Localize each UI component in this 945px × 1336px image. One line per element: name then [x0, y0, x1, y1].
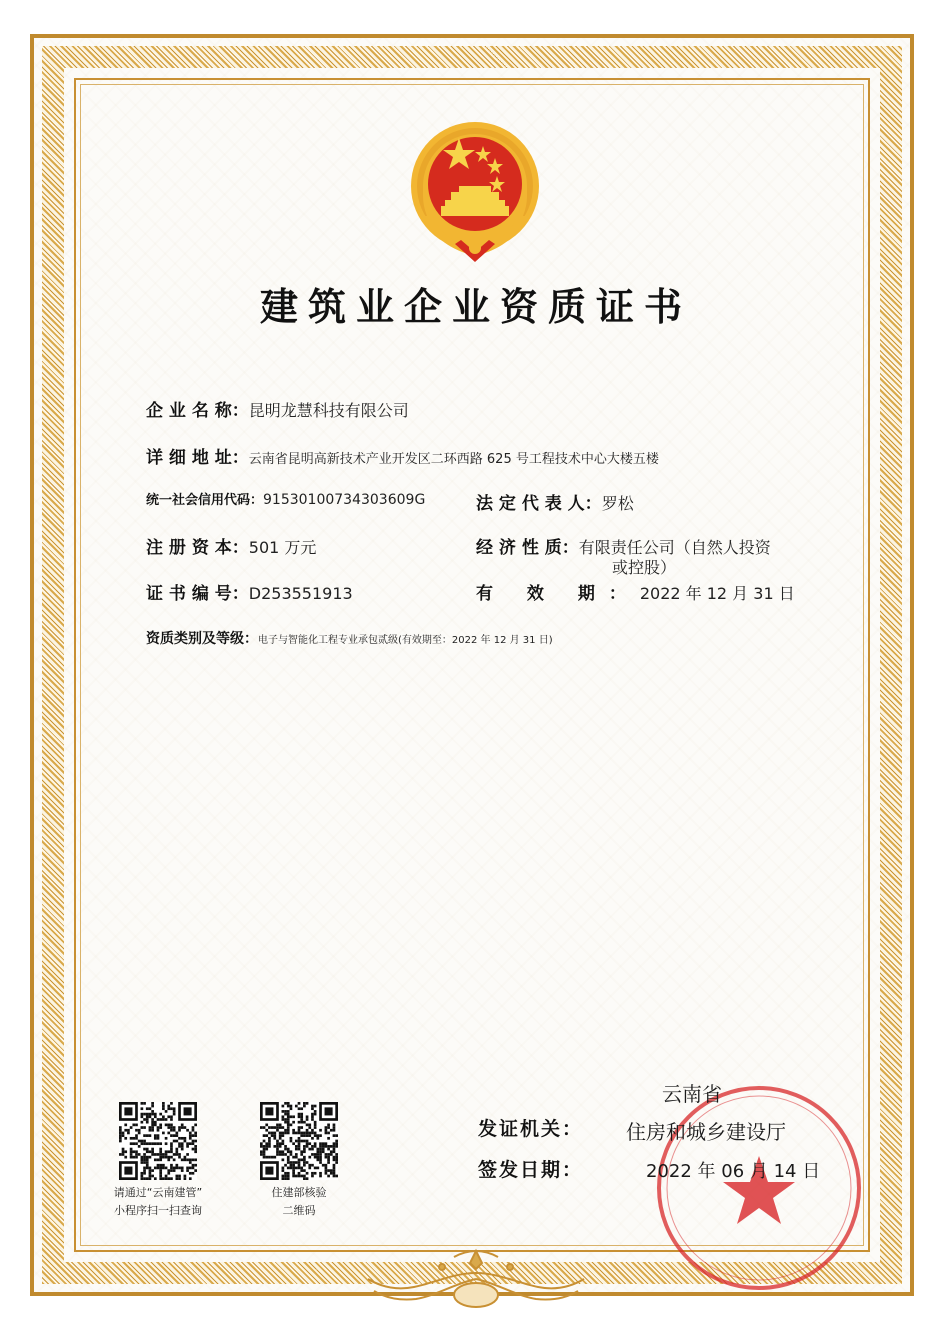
- legal-rep-value: 罗松: [601, 494, 634, 513]
- credit-code-row: [146, 489, 425, 508]
- qr-right-caption-line1: 住建部核验: [271, 1186, 327, 1199]
- issue-date-label: 签发日期：: [478, 1159, 584, 1181]
- qr-left-caption-line1: 请通过“云南建管”: [113, 1186, 203, 1199]
- nature-value-line2: 或控股）: [612, 558, 677, 577]
- legal-rep-label: 法 定 代 表 人：: [476, 494, 602, 514]
- qr-left-caption: [100, 1184, 216, 1220]
- qr-code-right[interactable]: [260, 1102, 338, 1180]
- nature-value-line1: 有限责任公司（自然人投资: [578, 538, 771, 557]
- address-row: [146, 443, 659, 468]
- qualification-row: [146, 628, 553, 648]
- capital-label: 注 册 资 本：: [146, 538, 249, 558]
- address-value: 云南省昆明高新技术产业开发区二环西路 625 号工程技术中心大楼五楼: [248, 452, 659, 467]
- cert-no-label: 证 书 编 号：: [146, 584, 249, 604]
- authority-line1: 云南省: [662, 1082, 722, 1106]
- national-emblem-icon: [405, 116, 545, 266]
- qualification-value: 电子与智能化工程专业承包贰级(有效期至：2022 年 12 月 31 日): [258, 635, 553, 646]
- qr-left-caption-line2: 小程序扫一扫查询: [114, 1204, 202, 1217]
- nature-row-cont: [612, 555, 676, 578]
- certificate: [30, 34, 914, 1296]
- capital-value: 501 万元: [248, 538, 317, 557]
- capital-row: [146, 533, 316, 558]
- nature-label: 经 济 性 质：: [476, 538, 579, 558]
- authority-row: [478, 1114, 583, 1141]
- validity-value: 2022 年 12 月 31 日: [639, 584, 795, 603]
- official-seal: [649, 1078, 869, 1298]
- issue-date-row: [478, 1155, 583, 1182]
- address-label: 详 细 地 址：: [146, 448, 249, 468]
- cert-no-row: [146, 579, 353, 604]
- validity-label: 有 效 期：: [476, 584, 640, 604]
- company-name-label: 企 业 名 称：: [146, 401, 249, 421]
- credit-code-label: 统一社会信用代码：: [146, 493, 264, 508]
- qualification-label: 资质类别及等级：: [146, 631, 258, 647]
- legal-rep-row: [476, 489, 634, 514]
- qr-right-caption: [241, 1184, 357, 1220]
- authority-label: 发证机关：: [478, 1118, 584, 1140]
- issue-date-value: 2022 年 06 月 14 日: [646, 1161, 821, 1182]
- credit-code-value: 91530100734303609G: [263, 492, 426, 508]
- company-name-row: [146, 396, 409, 421]
- authority-line2: 住房和城乡建设厅: [626, 1120, 786, 1144]
- validity-row: [476, 579, 795, 604]
- cert-no-value: D253551913: [248, 584, 353, 603]
- qr-right-caption-line2: 二维码: [282, 1204, 316, 1217]
- certificate-title: 建筑业企业资质证书: [259, 285, 692, 329]
- crown-ornament-icon: [364, 1243, 588, 1313]
- company-name-value: 昆明龙慧科技有限公司: [248, 401, 409, 420]
- qr-code-left[interactable]: [119, 1102, 197, 1180]
